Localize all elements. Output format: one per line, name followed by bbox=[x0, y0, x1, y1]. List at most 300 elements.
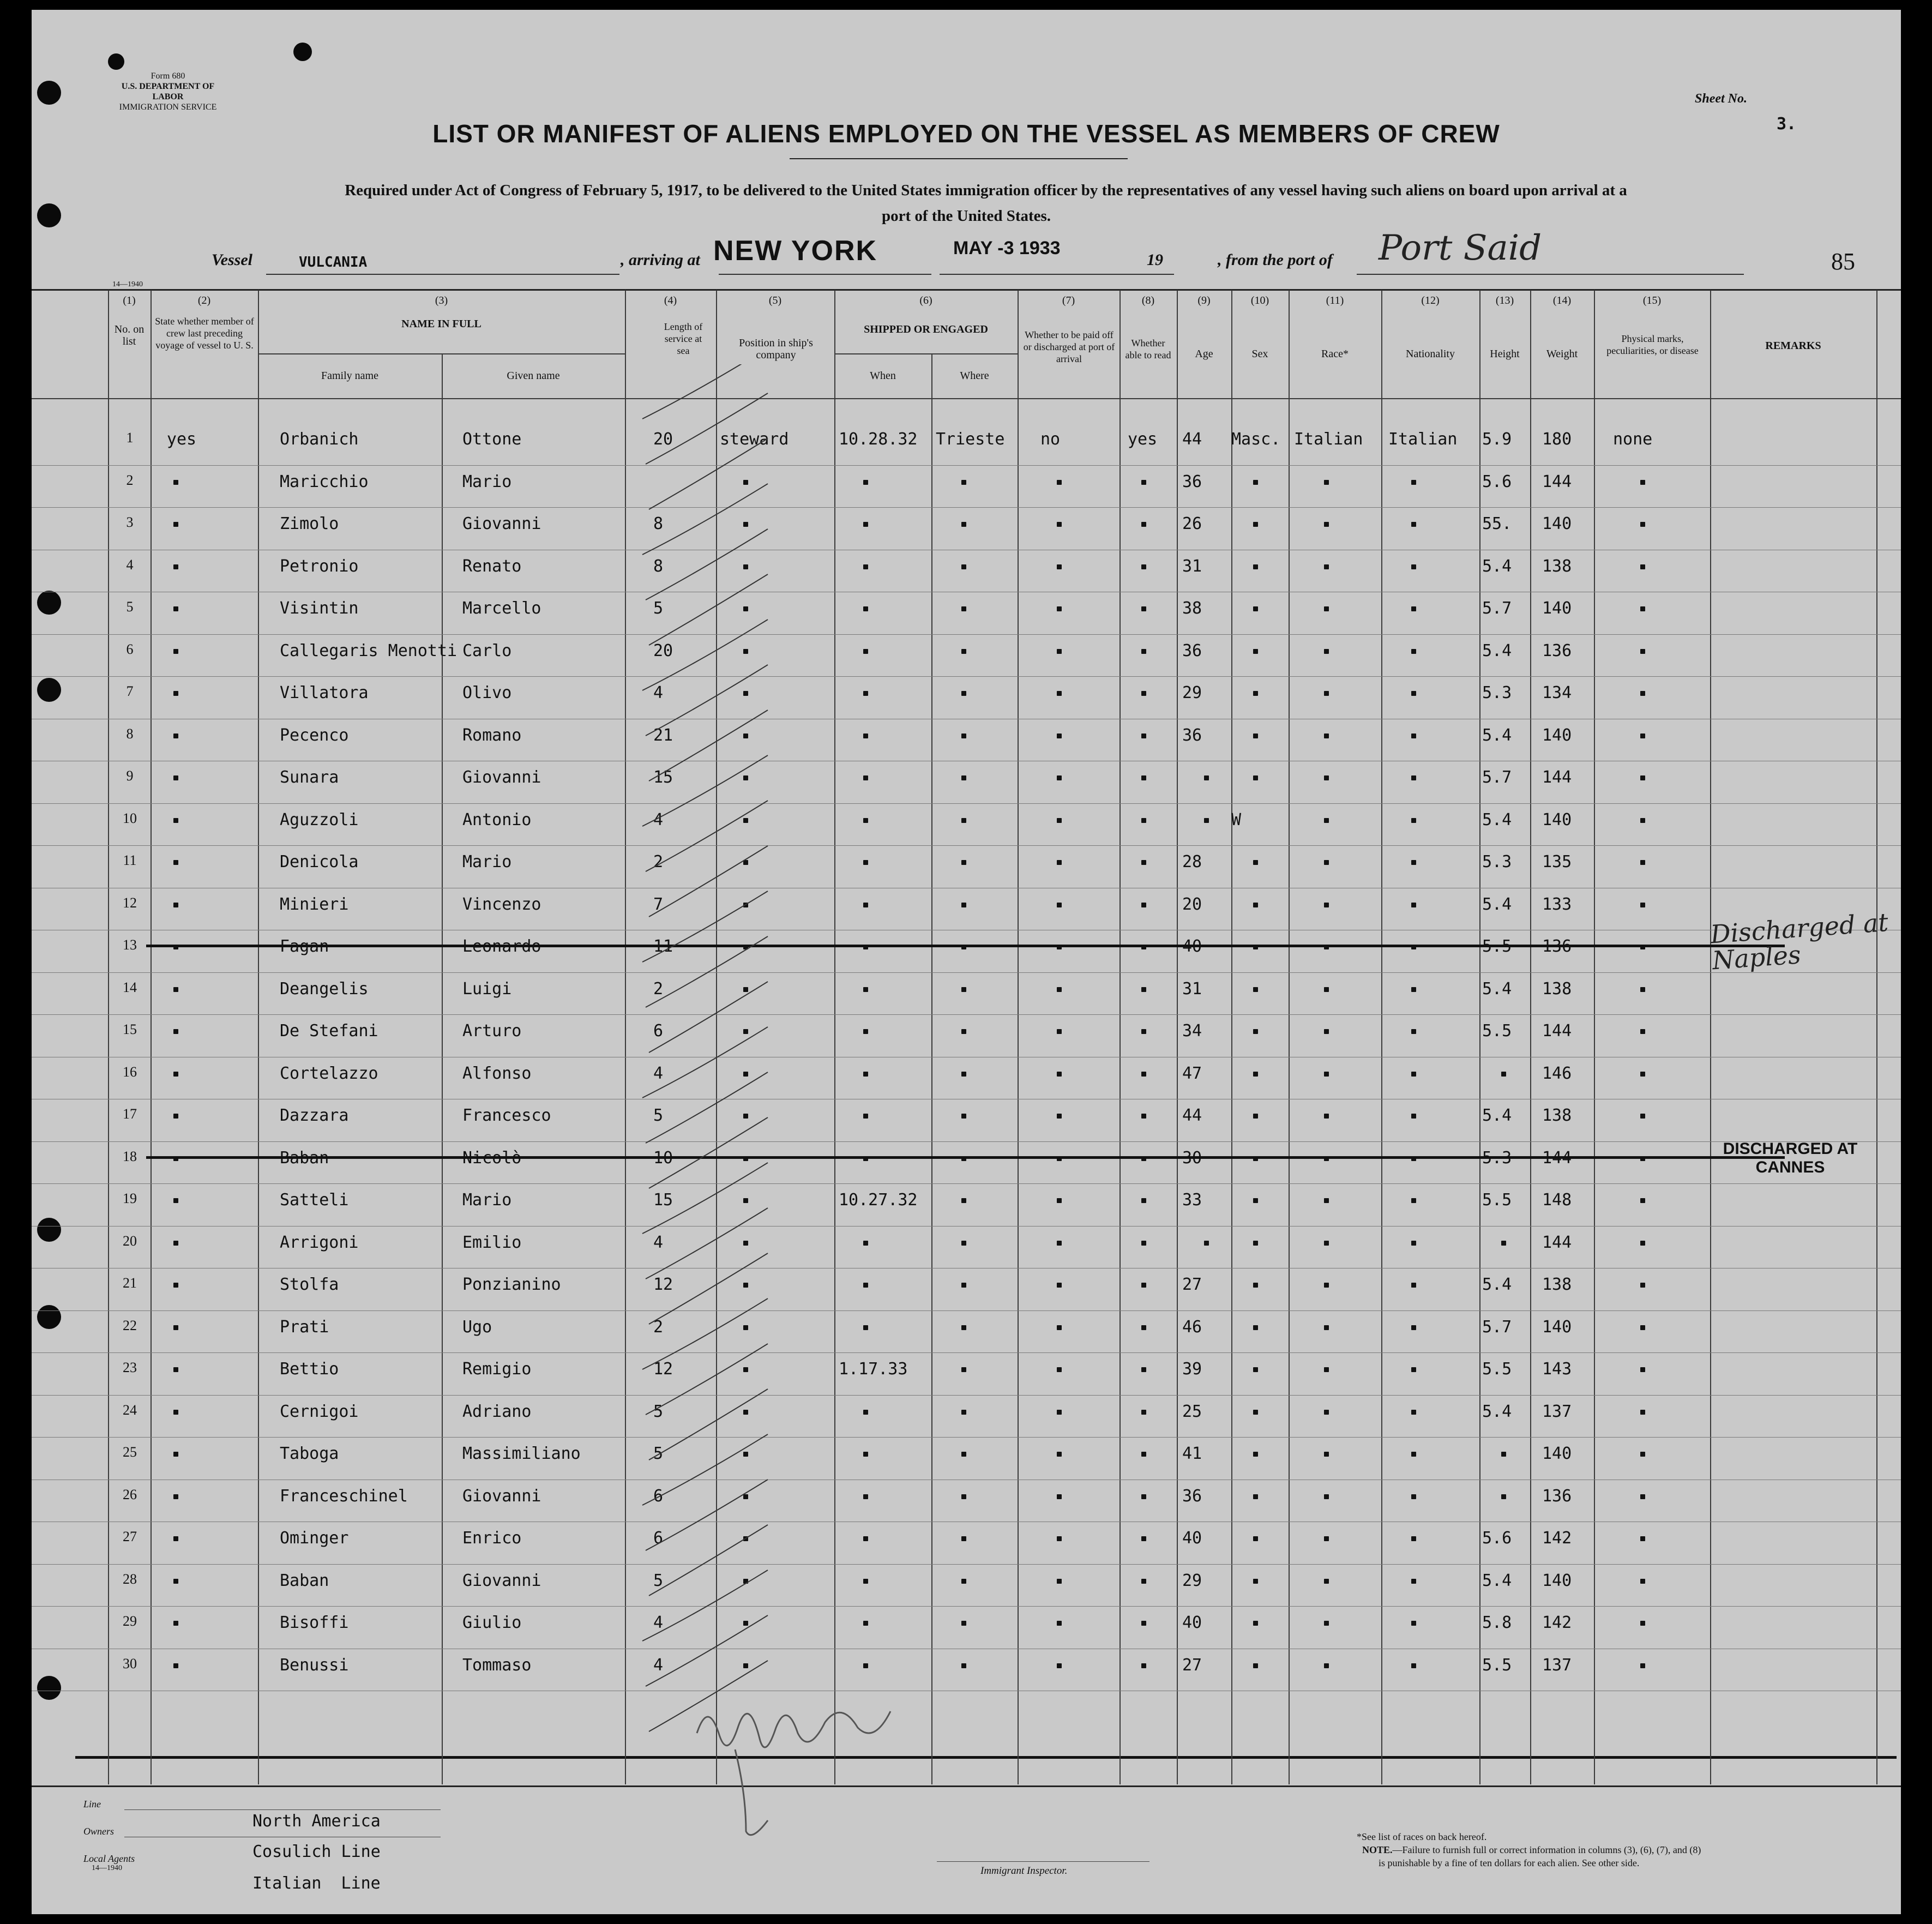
cell-family: Satteli bbox=[280, 1191, 349, 1210]
ditto-mark bbox=[1411, 1410, 1416, 1415]
ditto-mark bbox=[1141, 480, 1146, 485]
check-stroke bbox=[646, 1072, 768, 1143]
col-title: No. on list bbox=[114, 323, 145, 347]
ditto-mark bbox=[1057, 522, 1062, 527]
cell-no: 23 bbox=[123, 1360, 137, 1375]
cell-family: Callegaris Menotti bbox=[280, 641, 458, 660]
ditto-mark bbox=[1141, 649, 1146, 654]
col-rule bbox=[834, 290, 835, 1784]
cell-height: 5.5 bbox=[1482, 1360, 1512, 1379]
ditto-mark bbox=[1253, 1114, 1258, 1119]
small-code: 14—1940 bbox=[112, 280, 143, 288]
ditto-mark bbox=[863, 522, 868, 527]
ditto-mark bbox=[863, 1241, 868, 1246]
ditto-mark bbox=[1253, 1241, 1258, 1246]
ditto-mark bbox=[173, 1114, 178, 1119]
cell-service: 4 bbox=[653, 1655, 664, 1675]
ditto-mark bbox=[863, 649, 868, 654]
cell-age: 40 bbox=[1182, 1529, 1202, 1548]
punch-hole bbox=[37, 591, 61, 615]
ditto-mark bbox=[173, 1198, 178, 1203]
cell-height: 5.9 bbox=[1482, 430, 1512, 449]
col-num: (9) bbox=[1197, 294, 1211, 306]
cell-service: 6 bbox=[653, 1486, 664, 1506]
check-stroke bbox=[649, 710, 768, 781]
ditto-mark bbox=[1501, 1494, 1506, 1499]
col-num: (15) bbox=[1642, 294, 1662, 306]
ditto-mark bbox=[1640, 733, 1645, 738]
cell-no: 15 bbox=[123, 1021, 137, 1037]
cell-no: 17 bbox=[123, 1106, 137, 1122]
row-rule bbox=[32, 634, 1901, 635]
ditto-mark bbox=[961, 1579, 966, 1584]
cell-age: 44 bbox=[1182, 1106, 1202, 1125]
col-title: Whether to be paid off or discharged at port of arrival bbox=[1023, 329, 1115, 364]
ditto-mark bbox=[863, 1579, 868, 1584]
cell-race: Italian bbox=[1294, 430, 1363, 449]
cell-position: steward bbox=[720, 430, 789, 449]
cell-given: Massimiliano bbox=[462, 1444, 581, 1463]
col-rule bbox=[931, 353, 932, 1784]
ditto-mark bbox=[1141, 818, 1146, 823]
ditto-mark bbox=[173, 606, 178, 611]
ditto-mark bbox=[1141, 1283, 1146, 1288]
ditto-mark bbox=[863, 1114, 868, 1119]
cell-age: 47 bbox=[1182, 1063, 1202, 1083]
ditto-mark bbox=[1324, 860, 1329, 865]
col-rule bbox=[108, 290, 109, 1784]
ditto-mark bbox=[1253, 691, 1258, 696]
cell-family: Orbanich bbox=[280, 430, 359, 449]
cell-height: 5.3 bbox=[1482, 852, 1512, 871]
ditto-mark bbox=[1640, 818, 1645, 823]
ditto-mark bbox=[1253, 1325, 1258, 1330]
check-stroke bbox=[646, 529, 768, 600]
cell-service: 2 bbox=[653, 1317, 664, 1337]
ditto-mark bbox=[1141, 1579, 1146, 1584]
cell-family: Visintin bbox=[280, 599, 359, 618]
ditto-mark bbox=[173, 1410, 178, 1415]
ditto-mark bbox=[1141, 775, 1146, 780]
ditto-mark bbox=[1640, 1325, 1645, 1330]
ditto-mark bbox=[1057, 903, 1062, 907]
local-agents-label: Local Agents bbox=[83, 1853, 135, 1864]
col-subtitle: When bbox=[870, 370, 896, 382]
ditto-mark bbox=[173, 733, 178, 738]
ditto-mark bbox=[1411, 1198, 1416, 1203]
ditto-mark bbox=[1253, 1536, 1258, 1541]
cell-when: 10.28.32 bbox=[839, 430, 918, 449]
ditto-mark bbox=[1141, 1367, 1146, 1372]
check-strokes bbox=[631, 364, 811, 1755]
cell-weight: 138 bbox=[1542, 1275, 1572, 1294]
ditto-mark bbox=[1057, 1621, 1062, 1626]
col-title: Age bbox=[1195, 348, 1213, 360]
cell-weight: 137 bbox=[1542, 1402, 1572, 1421]
col-title: Nationality bbox=[1406, 348, 1455, 360]
ditto-mark bbox=[1640, 1494, 1645, 1499]
cell-service: 4 bbox=[653, 1063, 664, 1083]
cell-given: Giovanni bbox=[462, 1571, 541, 1590]
sheet-label: Sheet No. bbox=[1695, 92, 1747, 106]
cell-age: 27 bbox=[1182, 1275, 1202, 1294]
check-stroke bbox=[646, 665, 768, 736]
col-title: Weight bbox=[1546, 348, 1578, 360]
cell-family: Minieri bbox=[280, 894, 349, 914]
ditto-mark bbox=[1411, 1072, 1416, 1077]
agents-value-2: Italian Line bbox=[252, 1874, 381, 1893]
col-rule bbox=[442, 353, 443, 1784]
row-rule bbox=[32, 803, 1901, 804]
cell-no: 25 bbox=[123, 1444, 137, 1460]
ditto-mark bbox=[1253, 1198, 1258, 1203]
ditto-mark bbox=[863, 1072, 868, 1077]
cell-weight: 144 bbox=[1542, 472, 1572, 491]
ditto-mark bbox=[1141, 1072, 1146, 1077]
cell-no: 24 bbox=[123, 1402, 137, 1418]
cell-given: Antonio bbox=[462, 810, 532, 829]
ditto-mark bbox=[1253, 564, 1258, 569]
ditto-mark bbox=[1324, 691, 1329, 696]
cell-height: 5.4 bbox=[1482, 894, 1512, 914]
header-bottom-rule bbox=[32, 398, 1901, 399]
ditto-mark bbox=[863, 1452, 868, 1457]
cell-age: 31 bbox=[1182, 979, 1202, 999]
ditto-mark bbox=[1640, 1410, 1645, 1415]
col-title: Position in ship's company bbox=[739, 337, 813, 361]
cell-service: 4 bbox=[653, 810, 664, 829]
cell-age: 38 bbox=[1182, 599, 1202, 618]
ditto-mark bbox=[961, 903, 966, 907]
cell-weight: 140 bbox=[1542, 1444, 1572, 1463]
cell-sex: Masc. bbox=[1231, 430, 1281, 449]
cell-age: 27 bbox=[1182, 1655, 1202, 1675]
ditto-mark bbox=[961, 1621, 966, 1626]
ditto-mark bbox=[1640, 1367, 1645, 1372]
cell-weight: 133 bbox=[1542, 894, 1572, 914]
ditto-mark bbox=[1640, 903, 1645, 907]
row-rule bbox=[32, 972, 1901, 973]
cell-given: Tommaso bbox=[462, 1655, 532, 1675]
cell-given: Romano bbox=[462, 725, 522, 745]
ditto-mark bbox=[1640, 860, 1645, 865]
ditto-mark bbox=[863, 1283, 868, 1288]
col-rule bbox=[1594, 290, 1595, 1784]
col-num: (5) bbox=[768, 294, 782, 306]
ditto-mark bbox=[1640, 1241, 1645, 1246]
ditto-mark bbox=[1411, 691, 1416, 696]
ditto-mark bbox=[1411, 1663, 1416, 1668]
cell-no: 26 bbox=[123, 1486, 137, 1502]
name-group-rule bbox=[258, 353, 625, 354]
ditto-mark bbox=[863, 480, 868, 485]
cell-given: Alfonso bbox=[462, 1063, 532, 1083]
cell-given: Giulio bbox=[462, 1613, 522, 1632]
cell-family: Ominger bbox=[280, 1529, 349, 1548]
cell-given: Mario bbox=[462, 852, 512, 871]
ditto-mark bbox=[1324, 649, 1329, 654]
ditto-mark bbox=[961, 1663, 966, 1668]
ditto-mark bbox=[1411, 1114, 1416, 1119]
ditto-mark bbox=[1411, 564, 1416, 569]
ditto-mark bbox=[173, 1367, 178, 1372]
strike-through-line bbox=[146, 1156, 1785, 1159]
row-rule bbox=[32, 1395, 1901, 1396]
cell-age: 36 bbox=[1182, 725, 1202, 745]
end-rule bbox=[75, 1756, 1897, 1759]
ditto-mark bbox=[1253, 1029, 1258, 1034]
inspector-line bbox=[937, 1861, 1149, 1862]
footer-small-code: 14—1940 bbox=[92, 1864, 122, 1872]
check-stroke bbox=[646, 1480, 768, 1550]
remark-row-13: Discharged at Naples bbox=[1709, 907, 1889, 976]
ditto-mark bbox=[173, 1325, 178, 1330]
cell-height: 5.4 bbox=[1482, 810, 1512, 829]
ditto-mark bbox=[1324, 775, 1329, 780]
cell-given: Carlo bbox=[462, 641, 512, 660]
ditto-mark bbox=[863, 903, 868, 907]
ditto-mark bbox=[1141, 1536, 1146, 1541]
cell-family: Cortelazzo bbox=[280, 1063, 378, 1083]
cell-family: Zimolo bbox=[280, 514, 339, 533]
ditto-mark bbox=[1640, 691, 1645, 696]
cell-nationality: Italian bbox=[1388, 430, 1458, 449]
ditto-mark bbox=[1324, 1198, 1329, 1203]
ditto-mark bbox=[1253, 1072, 1258, 1077]
ditto-mark bbox=[961, 1072, 966, 1077]
ditto-mark bbox=[1411, 987, 1416, 992]
ditto-mark bbox=[961, 1536, 966, 1541]
punch-hole bbox=[37, 81, 61, 105]
cell-height: 5.4 bbox=[1482, 1106, 1512, 1125]
cell-age: 44 bbox=[1182, 430, 1202, 449]
cell-service: 7 bbox=[653, 894, 664, 914]
col-num: (6) bbox=[919, 294, 932, 306]
cell-given: Arturo bbox=[462, 1021, 522, 1041]
check-stroke bbox=[642, 891, 768, 962]
cell-no: 20 bbox=[123, 1232, 137, 1249]
ditto-mark bbox=[1640, 480, 1645, 485]
col-num: (8) bbox=[1141, 294, 1155, 306]
cell-age: 25 bbox=[1182, 1402, 1202, 1421]
ditto-mark bbox=[961, 818, 966, 823]
ditto-mark bbox=[1411, 903, 1416, 907]
cell-family: Baban bbox=[280, 1571, 329, 1590]
cell-no: 30 bbox=[123, 1655, 137, 1672]
cell-height: 5.4 bbox=[1482, 979, 1512, 999]
cell-given: Ugo bbox=[462, 1317, 492, 1337]
ditto-mark bbox=[1411, 1452, 1416, 1457]
ditto-mark bbox=[1640, 1621, 1645, 1626]
cell-given: Giovanni bbox=[462, 514, 541, 533]
ditto-mark bbox=[1141, 1452, 1146, 1457]
ditto-mark bbox=[1141, 1325, 1146, 1330]
table-bottom-rule bbox=[32, 1785, 1901, 1787]
cell-weight: 142 bbox=[1542, 1529, 1572, 1548]
ditto-mark bbox=[1141, 903, 1146, 907]
check-stroke bbox=[649, 1253, 768, 1324]
ditto-mark bbox=[1141, 1410, 1146, 1415]
ditto-mark bbox=[1253, 860, 1258, 865]
ditto-mark bbox=[863, 1621, 868, 1626]
col-num: (11) bbox=[1326, 294, 1344, 306]
col-rule bbox=[1289, 290, 1290, 1784]
ditto-mark bbox=[1141, 564, 1146, 569]
punch-hole bbox=[37, 1676, 61, 1700]
cell-service: 21 bbox=[653, 725, 673, 745]
cell-given: Francesco bbox=[462, 1106, 551, 1125]
cell-family: Bisoffi bbox=[280, 1613, 349, 1632]
ditto-mark bbox=[1411, 1494, 1416, 1499]
row-rule bbox=[32, 1564, 1901, 1565]
ditto-mark bbox=[173, 1029, 178, 1034]
ditto-mark bbox=[173, 1241, 178, 1246]
ditto-mark bbox=[1057, 1072, 1062, 1077]
ditto-mark bbox=[173, 903, 178, 907]
cell-height: 5.4 bbox=[1482, 725, 1512, 745]
col-rule bbox=[1381, 290, 1382, 1784]
ditto-mark bbox=[961, 1241, 966, 1246]
vessel-label: Vessel bbox=[212, 251, 252, 269]
ditto-mark bbox=[1411, 860, 1416, 865]
ditto-mark bbox=[173, 1621, 178, 1626]
ditto-mark bbox=[863, 1325, 868, 1330]
strike-through-line bbox=[146, 945, 1785, 947]
cell-service: 20 bbox=[653, 641, 673, 660]
cell-height: 5.3 bbox=[1482, 683, 1512, 702]
page-number: 85 bbox=[1831, 248, 1855, 275]
ditto-mark bbox=[1057, 1241, 1062, 1246]
check-stroke bbox=[642, 1298, 768, 1369]
cell-age: 34 bbox=[1182, 1021, 1202, 1041]
check-stroke bbox=[649, 1525, 768, 1596]
ditto-mark bbox=[173, 1579, 178, 1584]
page-title: LIST OR MANIFEST OF ALIENS EMPLOYED ON THE VESSEL AS MEMBERS OF CREW bbox=[432, 119, 1500, 148]
check-stroke bbox=[646, 936, 768, 1007]
ditto-mark bbox=[863, 775, 868, 780]
cell-given: Marcello bbox=[462, 599, 541, 618]
cell-weight: 138 bbox=[1542, 556, 1572, 576]
ditto-mark bbox=[1057, 733, 1062, 738]
col-rule bbox=[1876, 290, 1877, 1784]
ditto-mark bbox=[1141, 987, 1146, 992]
ditto-mark bbox=[1057, 1283, 1062, 1288]
ditto-mark bbox=[1324, 903, 1329, 907]
ditto-mark bbox=[1411, 733, 1416, 738]
cell-height: 5.4 bbox=[1482, 1571, 1512, 1590]
check-stroke bbox=[646, 1344, 768, 1415]
ditto-mark bbox=[1411, 1325, 1416, 1330]
from-port-label: , from the port of bbox=[1218, 251, 1333, 269]
cell-given: Emilio bbox=[462, 1232, 522, 1252]
line-label: Line bbox=[83, 1799, 101, 1809]
ditto-mark bbox=[863, 818, 868, 823]
col-rule bbox=[1018, 290, 1019, 1784]
cell-no: 19 bbox=[123, 1191, 137, 1206]
ditto-mark bbox=[173, 691, 178, 696]
cell-given: Giovanni bbox=[462, 1486, 541, 1506]
ditto-mark bbox=[863, 860, 868, 865]
ditto-mark bbox=[1057, 1029, 1062, 1034]
cell-age: 20 bbox=[1182, 894, 1202, 914]
cell-height: 5.4 bbox=[1482, 1275, 1512, 1294]
cell-given: Ponzianino bbox=[462, 1275, 561, 1294]
arriving-label: , arriving at bbox=[621, 251, 700, 269]
inspector-label: Immigrant Inspector. bbox=[980, 1865, 1068, 1877]
cell-age: 36 bbox=[1182, 641, 1202, 660]
ditto-mark bbox=[961, 1494, 966, 1499]
cell-height: 5.5 bbox=[1482, 1191, 1512, 1210]
cell-age: 33 bbox=[1182, 1191, 1202, 1210]
ditto-mark bbox=[1640, 606, 1645, 611]
owners-value: North America bbox=[252, 1812, 381, 1831]
cell-family: Benussi bbox=[280, 1655, 349, 1675]
cell-service: 5 bbox=[653, 1444, 664, 1463]
cell-weight: 140 bbox=[1542, 599, 1572, 618]
ditto-mark bbox=[173, 775, 178, 780]
ditto-mark bbox=[1501, 1241, 1506, 1246]
ditto-mark bbox=[1640, 775, 1645, 780]
note-2: is punishable by a fine of ten dollars for each alien. See other side. bbox=[1379, 1857, 1640, 1868]
ditto-mark bbox=[1253, 903, 1258, 907]
ditto-mark bbox=[1411, 1536, 1416, 1541]
ditto-mark bbox=[1141, 1241, 1146, 1246]
cell-service: 6 bbox=[653, 1021, 664, 1041]
cell-service: 2 bbox=[653, 852, 664, 871]
ditto-mark bbox=[1411, 1283, 1416, 1288]
col-subtitle: Given name bbox=[507, 370, 560, 382]
ditto-mark bbox=[1640, 564, 1645, 569]
cell-service: 5 bbox=[653, 599, 664, 618]
cell-no: 14 bbox=[123, 979, 137, 995]
check-stroke bbox=[642, 1434, 768, 1505]
cell-age: 36 bbox=[1182, 1486, 1202, 1506]
ditto-mark bbox=[173, 860, 178, 865]
check-stroke bbox=[649, 574, 768, 645]
row-rule bbox=[32, 465, 1901, 466]
ditto-mark bbox=[1324, 1029, 1329, 1034]
ditto-mark bbox=[1324, 564, 1329, 569]
cell-height: 55. bbox=[1482, 514, 1512, 533]
cell-service: 4 bbox=[653, 1232, 664, 1252]
col-num: (12) bbox=[1421, 294, 1440, 306]
note-races: *See list of races on back hereof. bbox=[1357, 1831, 1487, 1842]
cell-no: 2 bbox=[126, 472, 134, 488]
cell-weight: 140 bbox=[1542, 514, 1572, 533]
ditto-mark bbox=[1057, 1198, 1062, 1203]
cell-when: 10.27.32 bbox=[839, 1191, 918, 1210]
cell-age: 41 bbox=[1182, 1444, 1202, 1463]
ditto-mark bbox=[1640, 1579, 1645, 1584]
ditto-mark bbox=[1141, 691, 1146, 696]
col-subtitle: Where bbox=[960, 370, 989, 382]
row-rule bbox=[32, 1352, 1901, 1353]
cell-no: 9 bbox=[126, 768, 134, 784]
ditto-mark bbox=[1141, 1114, 1146, 1119]
cell-weight: 135 bbox=[1542, 852, 1572, 871]
row-rule bbox=[32, 1014, 1901, 1015]
ditto-mark bbox=[1057, 860, 1062, 865]
ditto-mark bbox=[173, 818, 178, 823]
cell-no: 1 bbox=[126, 430, 134, 446]
cell-no: 5 bbox=[126, 599, 134, 615]
ditto-mark bbox=[1253, 1283, 1258, 1288]
col-title: NAME IN FULL bbox=[401, 318, 482, 330]
ditto-mark bbox=[1141, 1494, 1146, 1499]
cell-service: 4 bbox=[653, 683, 664, 702]
cell-height: 5.5 bbox=[1482, 1655, 1512, 1675]
cell-family: Deangelis bbox=[280, 979, 369, 999]
